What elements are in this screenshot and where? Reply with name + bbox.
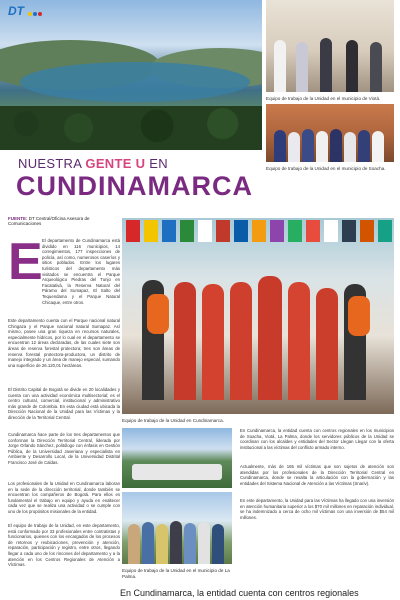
cundinamarca-caption: Equipo de trabajo de la Unidad en Cundinamarca. <box>122 418 224 423</box>
person <box>372 131 384 162</box>
paragraph-3: El Distrito Capital de Bogotá se divide en 20 localidades y cuenta con una actividad económica multisectorial; es el centro cultural, comercial, institucional y administrativo más grande de Colombia. En esta ciudad está ubicada la Dirección Nacional de la Unidad para las Víctimas y la dirección de la Territorial Central. <box>8 387 120 420</box>
flag <box>324 220 338 242</box>
flag <box>216 220 230 242</box>
soacha-team-photo <box>266 104 394 162</box>
person <box>174 282 196 400</box>
person <box>370 42 382 92</box>
flag <box>378 220 392 242</box>
flag <box>252 220 266 242</box>
hero-landscape-photo <box>0 0 262 150</box>
person <box>302 129 314 162</box>
paragraph-7: En Cundinamarca, la entidad cuenta con centros regionales en los municipios de Soacha, Viotá, La Palma, donde los servidores públicos de la Unidad se coordinan con los alcaldes y entidades del Sector Llegan Llegar con la oferta institucional a las víctimas del conflicto armado interno. <box>240 428 394 450</box>
person <box>330 129 342 162</box>
cundinamarca-team-photo <box>122 218 394 414</box>
people-group <box>266 37 394 92</box>
flag <box>270 220 284 242</box>
paragraph-5: Los profesionales de la Unidad en Cundinamarca laboran en la sede de la dirección territorial, donde también se encuentran los compañeros de Bogotá. Para ellos es fundamental el trabajo en equipo y ayuda en enaltecer cada vez que se realiza una actividad o se cumple con uno de los propósitos misionales de la entidad. <box>8 481 120 514</box>
logo-text: DT <box>8 4 24 18</box>
logo-dot-yellow <box>28 12 32 16</box>
page-title: CUNDINAMARCA <box>16 171 253 201</box>
person <box>316 288 338 400</box>
source-text: DT Central/Oficina Asesora de Comunicaciones <box>8 216 90 227</box>
paragraph-8: Actualmente, más de 165 mil víctimas que son sujetos de atención son atendidas por los profesionales de la Dirección Territorial Central en Cundinamarca, donde se resalta la articulación con la gobernación y las entidades del Sistema Nacional de Atención a las Víctimas (Snariv). <box>240 464 394 486</box>
person <box>274 40 286 92</box>
flag <box>288 220 302 242</box>
lake-shape <box>20 62 250 102</box>
source-label: FUENTE: <box>8 216 28 221</box>
person-vest <box>348 296 370 336</box>
person <box>128 524 140 564</box>
paragraph-4: Cundinamarca hace parte de los tres departamentos que conforman la Dirección Territorial Central, liderada por Jorge Orlando Sánchez, politólogo con énfasis en Gestión Pública, de la Universidad Javeriana y especialista en Ambiente y Desarrollo Local, de la Universidad Distrital Francisco José de Caldas. <box>8 432 120 465</box>
person <box>198 522 210 564</box>
flag <box>360 220 374 242</box>
flag <box>198 220 212 242</box>
flag <box>234 220 248 242</box>
person <box>202 284 224 400</box>
drop-cap: E <box>8 233 43 291</box>
people-group <box>122 521 232 564</box>
person <box>170 521 182 564</box>
paragraph-6: El equipo de trabajo de la Unidad, en este departamento, está conformado por 33 profesionales entre contratistas y funcionarios, quienes con los encargados de los procesos de retornos y reubicaciones, prevención y atención, reparación, participación y registro, entre otros, llegando llegar a cada uno de los rincones del departamento y a la atención en los Centros Regionales de Atención a Víctimas. <box>8 523 120 568</box>
person <box>230 282 252 400</box>
title-prefix: NUESTRA <box>18 156 86 171</box>
person <box>274 130 286 162</box>
flag <box>342 220 356 242</box>
trees-shape <box>0 106 262 150</box>
logo-dot-blue <box>33 12 37 16</box>
paragraph-9: En este departamento, la Unidad para las Víctimas ha llegado con una inversión en atención humanitaria superior a los $70 mil millones en reparación individual, se ha indemnizado a cerca de ocho mil víctimas con una inversión de $54 mil millones. <box>240 498 394 520</box>
viota-caption: Equipo de trabajo de la Unidad en el municipio de Viotá. <box>266 96 381 101</box>
person <box>142 522 154 564</box>
logo-dots <box>27 5 42 19</box>
person-vest <box>147 294 169 334</box>
person <box>320 38 332 92</box>
people-group <box>266 127 394 162</box>
person <box>346 40 358 92</box>
person <box>184 523 196 564</box>
person <box>258 276 282 400</box>
lapalma-caption: Equipo de trabajo de la Unidad en el municipio de La Palma. <box>122 568 230 579</box>
person <box>316 131 328 162</box>
flag <box>180 220 194 242</box>
source-line <box>8 216 122 227</box>
flag <box>126 220 140 242</box>
landscape-photo <box>122 428 232 488</box>
person <box>288 132 300 162</box>
flag <box>162 220 176 242</box>
footer-text: En Cundinamarca, la entidad cuenta con centros regionales <box>120 588 359 598</box>
person <box>344 132 356 162</box>
title-suffix: EN <box>145 156 168 171</box>
person <box>358 130 370 162</box>
dt-logo <box>8 4 42 19</box>
lapalma-team-photo <box>122 492 232 564</box>
title-line-1 <box>18 156 168 171</box>
soacha-caption: Equipo de trabajo de la Unidad en el municipio de Soacha. <box>266 166 386 171</box>
flag <box>144 220 158 242</box>
person <box>288 282 310 400</box>
title-highlight: GENTE U <box>85 156 146 171</box>
flag <box>306 220 320 242</box>
logo-dot-red <box>38 12 42 16</box>
paragraph-1: El departamento de Cundinamarca está dividido en 116 municipios, 14 corregimientos, 177 inspecciones de policía, así como, numerosos caseríos y sitios poblados. Entre los lugares turísticos del departamento más visitados se encuentra el Parque Arqueológico Piedras del Tunjo en Facatativá, la Reserva Natural del Páramo del Sumapaz, El Salto del Tequendama y el Parque Natural Chicaque, entre otros. <box>42 238 120 305</box>
viota-team-photo <box>266 0 394 92</box>
paragraph-2: Este departamento cuenta con el Parque nacional natural Chingaza y el Parque nacional natural Sumapaz. Así mismo, posee una gran riqueza en recursos naturales, especialmente hídricos, por lo cual en el departamento se encuentran 12 áreas declaradas, de las cuales siete son áreas de reserva forestal protectora; tres son áreas de reserva forestal protectora-productora, un distrito de manejo integrado y un área de manejo especial, sumando una superficie de 26.120,01 hectáreas. <box>8 318 120 368</box>
flags-row <box>122 218 394 246</box>
building-shape <box>132 464 222 480</box>
person <box>212 524 224 564</box>
person <box>296 42 308 92</box>
person <box>156 524 168 564</box>
